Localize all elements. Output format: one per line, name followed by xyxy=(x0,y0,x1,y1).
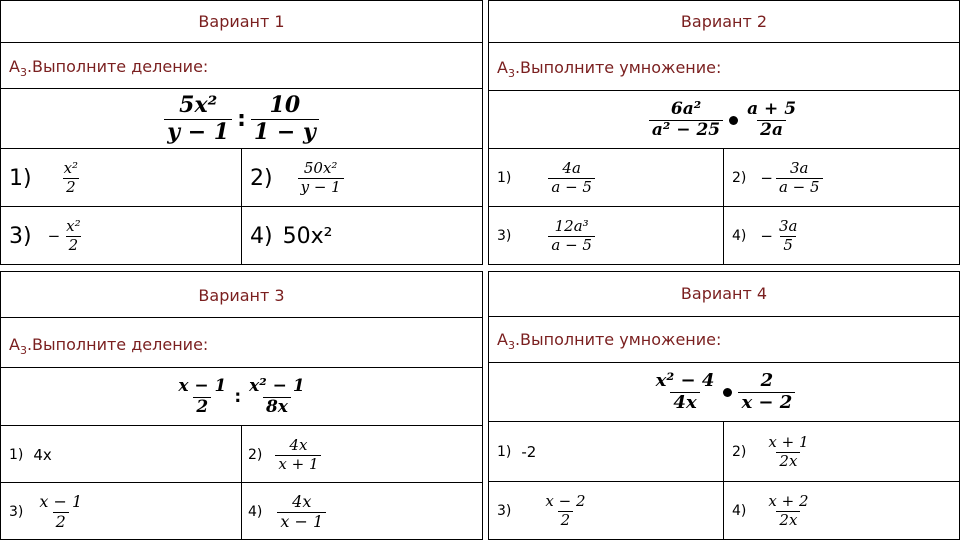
variant-2-task-row xyxy=(489,43,959,91)
answer-option-2[interactable]: 2) $\frac{4x}{x + 1}$ xyxy=(248,430,321,480)
variant-4-card xyxy=(488,271,960,540)
answer-option-3[interactable]: 3) $\frac{x - 2}{2}$ xyxy=(497,491,586,529)
variant-1-card xyxy=(0,0,483,265)
variant-title: Вариант 4 xyxy=(680,284,768,303)
answer-option-3[interactable]: 3) $\frac{\text{12a³}}{a - 5}$ xyxy=(497,211,595,261)
expr-right-numerator: x² − 1 xyxy=(249,375,305,396)
expr-right-denominator: x − 2 xyxy=(738,392,795,413)
expr-right-numerator: a + 5 xyxy=(747,98,797,119)
answer-option-4[interactable]: 4) − $\frac{3a}{5}$ xyxy=(732,216,798,254)
variant-4-answers-row-1 xyxy=(489,422,959,482)
variant-3-answers-row-2 xyxy=(1,483,482,540)
expr-left-denominator: 2 xyxy=(193,397,211,417)
variant-1-header xyxy=(1,1,482,43)
answer-option-2[interactable]: 2) $\frac{x + 1}{2x}$ xyxy=(732,432,809,470)
variant-2-answers-row-2 xyxy=(489,207,959,265)
expr-left-numerator: 5x² xyxy=(179,92,218,119)
expr-right-numerator: 10 xyxy=(269,92,301,119)
expr-right-numerator: 2 xyxy=(760,370,774,392)
task-label: $А_3.Выполните$ деление: xyxy=(9,57,209,80)
expr-left-denominator: a² − 25 xyxy=(649,120,723,140)
expr-left-numerator: x − 1 xyxy=(178,375,227,396)
expression xyxy=(489,365,959,420)
variant-3-answers-row-1 xyxy=(1,426,482,483)
answer-option-4[interactable]: 4) 50x² xyxy=(250,223,333,249)
answer-option-1[interactable]: 1) $\frac{\text{x²}}{2}$ xyxy=(9,158,79,196)
task-label: $А_3.Выполните$ умножение: xyxy=(497,330,722,353)
expr-left-denominator: y − 1 xyxy=(164,119,232,144)
answer-option-2[interactable]: 2) $\frac{\text{50x²}}{y - 1}$ xyxy=(250,153,344,203)
variant-4-header xyxy=(489,272,959,317)
variant-3-card xyxy=(0,271,483,540)
expr-right-denominator: 2a xyxy=(757,120,786,140)
variant-3-task-row xyxy=(1,318,482,368)
variant-title: Вариант 1 xyxy=(198,12,285,31)
expression xyxy=(489,93,959,147)
variant-4-expression-row xyxy=(489,363,959,422)
answer-option-4[interactable]: 4) $\frac{4x}{x - 1}$ xyxy=(248,487,326,537)
task-label: $А_3.Выполните$ деление: xyxy=(9,335,209,358)
variant-1-task-row xyxy=(1,43,482,89)
expr-left-numerator: x² − 4 xyxy=(655,370,715,392)
variant-1-answers-row-1 xyxy=(1,149,482,207)
answer-option-1[interactable]: 1) 4x xyxy=(9,446,52,464)
answer-option-4[interactable]: 4) $\frac{x + 2}{2x}$ xyxy=(732,491,809,529)
expr-right-denominator: 8x xyxy=(263,397,291,417)
variant-2-expression-row xyxy=(489,91,959,149)
variant-1-answers-row-2 xyxy=(1,207,482,265)
variant-3-header xyxy=(1,272,482,318)
expr-operator: : xyxy=(234,387,242,407)
multiply-dot-icon xyxy=(723,388,732,397)
variant-2-header xyxy=(489,1,959,43)
variant-title: Вариант 2 xyxy=(680,12,768,31)
expression xyxy=(1,370,482,424)
variant-3-expression-row xyxy=(1,368,482,426)
expr-left-denominator: 4x xyxy=(670,392,699,413)
answer-option-1[interactable]: 1) $\frac{4a}{a - 5}$ xyxy=(497,153,595,203)
variant-4-task-row xyxy=(489,317,959,363)
answer-option-1[interactable]: 1) -2 xyxy=(497,443,537,461)
variant-title: Вариант 3 xyxy=(198,286,285,305)
expr-right-denominator: 1 − y xyxy=(251,119,319,144)
answer-option-3[interactable]: 3) − $\frac{\text{x²}}{2}$ xyxy=(9,216,81,254)
multiply-dot-icon xyxy=(729,116,738,125)
answer-option-2[interactable]: 2) − $\frac{3a}{a - 5}$ xyxy=(732,153,823,203)
expression xyxy=(1,91,482,147)
variant-4-answers-row-2 xyxy=(489,482,959,540)
expr-operator: : xyxy=(237,106,246,132)
task-label: $А_3.Выполните$ умножение: xyxy=(497,58,722,81)
answer-option-3[interactable]: 3) $\frac{x - 1}{2}$ xyxy=(9,491,83,531)
variant-2-card xyxy=(488,0,960,265)
expr-left-numerator: 6a² xyxy=(670,98,702,119)
variant-2-answers-row-1 xyxy=(489,149,959,207)
variant-1-expression-row xyxy=(1,89,482,149)
